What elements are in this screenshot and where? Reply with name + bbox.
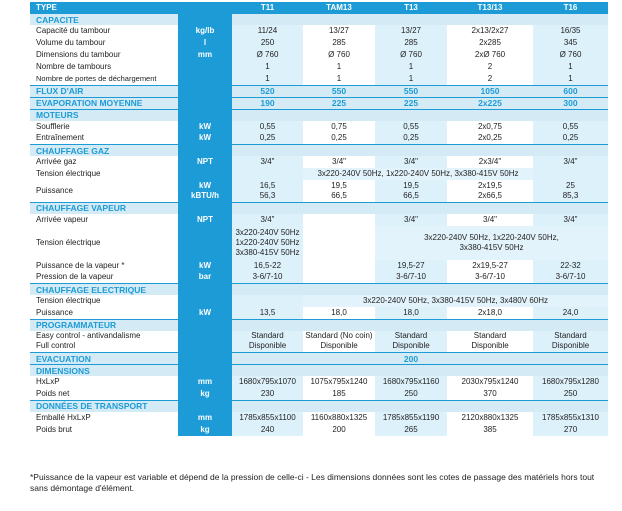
table-row bbox=[30, 424, 608, 436]
table-row bbox=[30, 37, 608, 49]
value-cell bbox=[303, 319, 375, 331]
value-cell: 3-6/7-10 bbox=[533, 272, 608, 284]
value-cell: 0,55 bbox=[533, 121, 608, 133]
header-row bbox=[30, 2, 608, 14]
span-cell: 3x220-240V 50Hz, 1x220-240V 50Hz, 3x380-415V 50Hz bbox=[303, 168, 533, 180]
table-row bbox=[30, 331, 608, 353]
unit-cell bbox=[178, 61, 232, 73]
row-label: PROGRAMMATEUR bbox=[30, 319, 178, 331]
value-cell: 250 bbox=[232, 37, 303, 49]
section-row bbox=[30, 14, 608, 26]
value-cell: 2x13/2x27 bbox=[447, 25, 533, 37]
value-cell: 13/27 bbox=[303, 25, 375, 37]
value-cell: 200 bbox=[375, 353, 447, 365]
value-cell bbox=[232, 284, 303, 296]
value-cell: 1785x855x1190 bbox=[375, 412, 447, 424]
value-line: Disponible bbox=[248, 341, 287, 351]
row-label-line: Full control bbox=[36, 341, 76, 351]
value-cell bbox=[303, 260, 375, 272]
unit-cell bbox=[178, 202, 232, 214]
value-line: Standard bbox=[394, 331, 428, 341]
unit-cell bbox=[178, 168, 232, 180]
row-label: Emballé HxLxP bbox=[36, 412, 91, 422]
value-cell bbox=[447, 180, 533, 202]
table-row bbox=[30, 412, 608, 424]
unit-cell bbox=[178, 145, 232, 157]
value-cell: 18,0 bbox=[303, 307, 375, 319]
row-label: Nombre de portes de déchargement bbox=[36, 73, 157, 83]
unit-cell bbox=[178, 319, 232, 331]
value-cell: 3/4" bbox=[375, 214, 447, 226]
value-cell: Ø 760 bbox=[232, 49, 303, 61]
value-cell: 0,75 bbox=[303, 121, 375, 133]
unit-cell: kg bbox=[178, 388, 232, 400]
value-cell: 520 bbox=[232, 85, 303, 97]
table-row bbox=[30, 214, 608, 226]
value-cell: 250 bbox=[533, 388, 608, 400]
value-cell: Ø 760 bbox=[303, 49, 375, 61]
unit-cell: bar bbox=[178, 272, 232, 284]
value-cell: 3/4" bbox=[303, 156, 375, 168]
value-cell bbox=[303, 145, 375, 157]
unit-cell bbox=[178, 180, 232, 202]
section-row bbox=[30, 400, 608, 412]
row-label bbox=[30, 331, 178, 353]
value-cell: 11/24 bbox=[232, 25, 303, 37]
value-cell bbox=[232, 331, 303, 353]
value-cell: 2x19,5-27 bbox=[447, 260, 533, 272]
value-cell bbox=[232, 295, 303, 307]
table-row bbox=[30, 388, 608, 400]
value-cell: 1680x795x1280 bbox=[533, 376, 608, 388]
value-cell: 250 bbox=[375, 388, 447, 400]
value-cell: 1680x795x1160 bbox=[375, 376, 447, 388]
value-line: Standard bbox=[251, 331, 284, 341]
value-cell: 1680x795x1070 bbox=[232, 376, 303, 388]
unit-cell bbox=[178, 109, 232, 121]
value-cell bbox=[232, 145, 303, 157]
unit-cell: kW bbox=[178, 133, 232, 145]
unit-cell: kg bbox=[178, 424, 232, 436]
value-cell: 2030x795x1240 bbox=[447, 376, 533, 388]
value-line: 85,3 bbox=[562, 190, 579, 200]
row-label: Arrivée vapeur bbox=[36, 214, 89, 224]
value-cell: 19,5-27 bbox=[375, 260, 447, 272]
value-cell: 300 bbox=[533, 97, 608, 109]
unit-cell: kg/lb bbox=[178, 25, 232, 37]
value-cell: 1 bbox=[533, 73, 608, 85]
row-label: Tension électrique bbox=[36, 237, 101, 247]
value-line: 3x220-240V 50Hz, 1x220-240V 50Hz, bbox=[424, 232, 559, 242]
unit-cell bbox=[178, 295, 232, 307]
header-t11: T11 bbox=[232, 2, 303, 14]
value-cell: 270 bbox=[533, 424, 608, 436]
unit-cell bbox=[178, 365, 232, 377]
row-label: EVAPORATION MOYENNE bbox=[30, 97, 178, 109]
value-cell: 550 bbox=[375, 85, 447, 97]
row-label: Puissance bbox=[36, 185, 73, 195]
value-cell bbox=[447, 400, 533, 412]
value-cell: 225 bbox=[375, 97, 447, 109]
value-cell bbox=[303, 180, 375, 202]
value-cell: 1 bbox=[375, 61, 447, 73]
value-cell bbox=[533, 109, 608, 121]
header-t13: T13 bbox=[375, 2, 447, 14]
value-line: 3x380-415V 50Hz bbox=[459, 242, 524, 252]
value-cell bbox=[303, 272, 375, 284]
value-cell bbox=[533, 180, 608, 202]
value-cell: 0,25 bbox=[375, 133, 447, 145]
value-line: 56,3 bbox=[259, 190, 276, 200]
value-cell: 1075x795x1240 bbox=[303, 376, 375, 388]
value-cell bbox=[303, 331, 375, 353]
row-label: Puissance de la vapeur * bbox=[36, 260, 125, 270]
value-line: 16,5 bbox=[259, 180, 276, 190]
section-row bbox=[30, 109, 608, 121]
header-type: TYPE bbox=[30, 2, 178, 14]
section-row bbox=[30, 284, 608, 296]
value-cell bbox=[533, 319, 608, 331]
table-row bbox=[30, 307, 608, 319]
value-line: Standard (No coin) bbox=[305, 331, 373, 341]
value-cell bbox=[447, 284, 533, 296]
table-row bbox=[30, 260, 608, 272]
value-cell bbox=[447, 365, 533, 377]
value-cell bbox=[303, 214, 375, 226]
value-cell bbox=[232, 180, 303, 202]
value-cell bbox=[375, 365, 447, 377]
row-label: Poids net bbox=[36, 388, 70, 398]
value-cell bbox=[232, 400, 303, 412]
unit-cell: l/min. bbox=[178, 97, 232, 109]
value-cell bbox=[375, 284, 447, 296]
unit-cell bbox=[178, 14, 232, 26]
value-cell: 2xØ 760 bbox=[447, 49, 533, 61]
value-cell: 1 bbox=[303, 61, 375, 73]
row-label: CHAUFFAGE ELECTRIQUE bbox=[30, 284, 178, 296]
unit-cell: l bbox=[178, 37, 232, 49]
value-cell: 240 bbox=[232, 424, 303, 436]
value-cell: 1785x855x1310 bbox=[533, 412, 608, 424]
unit-cell bbox=[178, 284, 232, 296]
row-label: DONNÉES DE TRANSPORT bbox=[30, 400, 178, 412]
table-body bbox=[30, 14, 608, 436]
row-label: CAPACITE bbox=[30, 14, 178, 26]
value-cell: 370 bbox=[447, 388, 533, 400]
row-label: EVACUATION bbox=[30, 353, 178, 365]
value-cell: 285 bbox=[375, 37, 447, 49]
row-label-line: Easy control - antivandalisme bbox=[36, 331, 141, 341]
value-cell bbox=[375, 319, 447, 331]
row-label: FLUX D'AIR bbox=[30, 85, 178, 97]
value-cell bbox=[375, 14, 447, 26]
unit-cell bbox=[178, 226, 232, 260]
value-cell bbox=[375, 145, 447, 157]
value-cell bbox=[447, 353, 533, 365]
section-row bbox=[30, 353, 608, 365]
unit-cell: mm bbox=[178, 376, 232, 388]
section-row bbox=[30, 85, 608, 97]
table-row bbox=[30, 133, 608, 145]
value-cell bbox=[303, 14, 375, 26]
value-cell bbox=[447, 331, 533, 353]
unit-cell: mm bbox=[178, 353, 232, 365]
value-cell bbox=[533, 145, 608, 157]
value-cell bbox=[533, 331, 608, 353]
value-cell bbox=[533, 168, 608, 180]
value-cell: 1 bbox=[232, 61, 303, 73]
table-row bbox=[30, 49, 608, 61]
value-cell: 16/35 bbox=[533, 25, 608, 37]
unit-line: kW bbox=[199, 180, 211, 190]
value-cell: 3-6/7-10 bbox=[232, 272, 303, 284]
value-cell: 345 bbox=[533, 37, 608, 49]
value-cell: 16,5-22 bbox=[232, 260, 303, 272]
value-line: 19,5 bbox=[331, 180, 347, 190]
value-cell bbox=[232, 353, 303, 365]
header-unit bbox=[178, 2, 232, 14]
value-line: 19,5 bbox=[403, 180, 419, 190]
value-cell: 3/4" bbox=[533, 156, 608, 168]
value-cell: 2x3/4" bbox=[447, 156, 533, 168]
table-row bbox=[30, 25, 608, 37]
section-row bbox=[30, 319, 608, 331]
value-cell bbox=[447, 319, 533, 331]
value-cell: 3/4" bbox=[375, 156, 447, 168]
value-cell bbox=[232, 202, 303, 214]
row-label: Entraînement bbox=[36, 133, 85, 143]
value-cell: 2x285 bbox=[447, 37, 533, 49]
row-label: Nombre de tambours bbox=[36, 62, 112, 71]
value-cell: 13/27 bbox=[375, 25, 447, 37]
value-cell bbox=[303, 400, 375, 412]
value-cell bbox=[303, 202, 375, 214]
value-cell bbox=[232, 226, 303, 260]
value-cell: 2x18,0 bbox=[447, 307, 533, 319]
value-cell: 3/4" bbox=[447, 214, 533, 226]
unit-line: kBTU/h bbox=[191, 190, 219, 200]
unit-cell bbox=[178, 73, 232, 85]
value-cell bbox=[375, 400, 447, 412]
unit-cell bbox=[178, 400, 232, 412]
value-cell: 385 bbox=[447, 424, 533, 436]
table-row bbox=[30, 73, 608, 85]
value-cell bbox=[533, 400, 608, 412]
value-line: Disponible bbox=[320, 341, 358, 351]
value-cell bbox=[375, 331, 447, 353]
table-row bbox=[30, 272, 608, 284]
value-cell: 18,0 bbox=[375, 307, 447, 319]
value-line: 25 bbox=[566, 180, 575, 190]
value-line: Standard bbox=[473, 331, 507, 341]
spec-table bbox=[30, 2, 608, 436]
row-label: Tension électrique bbox=[36, 169, 101, 178]
value-cell bbox=[232, 168, 303, 180]
row-label: CHAUFFAGE VAPEUR bbox=[30, 202, 178, 214]
value-cell: 1160x880x1325 bbox=[303, 412, 375, 424]
value-line: 3x380-415V 50Hz bbox=[235, 247, 300, 257]
row-label: Puissance bbox=[36, 307, 73, 317]
section-row bbox=[30, 97, 608, 109]
value-cell: 200 bbox=[303, 424, 375, 436]
unit-cell: NPT bbox=[178, 214, 232, 226]
value-cell bbox=[533, 365, 608, 377]
value-cell bbox=[533, 14, 608, 26]
value-cell bbox=[375, 180, 447, 202]
table-row bbox=[30, 61, 608, 73]
value-cell: 1 bbox=[375, 73, 447, 85]
value-line: Standard bbox=[554, 331, 587, 341]
value-cell bbox=[533, 353, 608, 365]
value-cell bbox=[375, 202, 447, 214]
value-cell bbox=[232, 319, 303, 331]
value-cell bbox=[375, 109, 447, 121]
value-line: Disponible bbox=[392, 341, 430, 351]
value-cell bbox=[303, 284, 375, 296]
value-cell: 600 bbox=[533, 85, 608, 97]
row-label: Tension électrique bbox=[36, 296, 101, 305]
value-cell bbox=[303, 353, 375, 365]
value-cell: 22-32 bbox=[533, 260, 608, 272]
unit-cell: kW bbox=[178, 260, 232, 272]
value-cell bbox=[232, 14, 303, 26]
span-cell: 3x220-240V 50Hz, 3x380-415V 50Hz, 3x480V 60Hz bbox=[303, 295, 608, 307]
row-label: Soufflerie bbox=[36, 121, 70, 131]
row-label: Capacité du tambour bbox=[36, 26, 111, 35]
value-cell: 0,55 bbox=[375, 121, 447, 133]
unit-cell: mm bbox=[178, 412, 232, 424]
value-cell bbox=[232, 109, 303, 121]
value-cell: 2 bbox=[447, 61, 533, 73]
value-cell bbox=[232, 365, 303, 377]
unit-cell: m³/h bbox=[178, 85, 232, 97]
value-line: 66,5 bbox=[403, 190, 419, 200]
table-row bbox=[30, 376, 608, 388]
value-cell: 2120x880x1325 bbox=[447, 412, 533, 424]
row-label: CHAUFFAGE GAZ bbox=[30, 145, 178, 157]
row-label: Poids brut bbox=[36, 424, 73, 434]
value-cell bbox=[447, 145, 533, 157]
row-label: Volume du tambour bbox=[36, 38, 106, 47]
value-cell: 24,0 bbox=[533, 307, 608, 319]
value-cell: 3/4" bbox=[232, 156, 303, 168]
footnote: *Puissance de la vapeur est variable et dépend de la pression de celle-ci - Les dimensions données sont les cotes de passage des matériels hors tout sans démontage d'élément. bbox=[30, 472, 595, 493]
unit-cell: NPT bbox=[178, 156, 232, 168]
value-cell: 2 bbox=[447, 73, 533, 85]
value-cell: 285 bbox=[303, 37, 375, 49]
value-cell: 1 bbox=[303, 73, 375, 85]
value-cell: 265 bbox=[375, 424, 447, 436]
span-cell bbox=[375, 226, 608, 260]
value-cell bbox=[447, 14, 533, 26]
value-cell: 2x0,75 bbox=[447, 121, 533, 133]
value-cell: 225 bbox=[303, 97, 375, 109]
section-row bbox=[30, 365, 608, 377]
value-cell bbox=[303, 226, 375, 260]
value-cell bbox=[533, 284, 608, 296]
section-row bbox=[30, 202, 608, 214]
value-line: Disponible bbox=[471, 341, 509, 351]
value-cell: 0,25 bbox=[303, 133, 375, 145]
table-row bbox=[30, 226, 608, 260]
value-line: 2x19,5 bbox=[477, 180, 503, 190]
value-cell: 0,25 bbox=[533, 133, 608, 145]
value-cell: 2x225 bbox=[447, 97, 533, 109]
table-row bbox=[30, 180, 608, 202]
value-cell: 0,25 bbox=[232, 133, 303, 145]
unit-cell bbox=[178, 331, 232, 353]
value-cell bbox=[303, 109, 375, 121]
row-label: Pression de la vapeur bbox=[36, 272, 114, 282]
value-cell: 2x0,25 bbox=[447, 133, 533, 145]
value-cell: 1050 bbox=[447, 85, 533, 97]
value-cell: 1785x855x1100 bbox=[232, 412, 303, 424]
unit-cell: kW bbox=[178, 121, 232, 133]
value-line: 1x220-240V 50Hz bbox=[235, 237, 300, 247]
value-cell: 0,55 bbox=[232, 121, 303, 133]
value-cell bbox=[447, 202, 533, 214]
header-t13-13: T13/13 bbox=[447, 2, 533, 14]
value-cell bbox=[303, 365, 375, 377]
row-label: MOTEURS bbox=[30, 109, 178, 121]
row-label: HxLxP bbox=[36, 377, 60, 386]
value-cell: 3/4" bbox=[232, 214, 303, 226]
value-cell: 185 bbox=[303, 388, 375, 400]
value-line: Disponible bbox=[551, 341, 590, 351]
section-row bbox=[30, 145, 608, 157]
value-cell: Ø 760 bbox=[533, 49, 608, 61]
value-line: 66,5 bbox=[331, 190, 347, 200]
value-cell: 3-6/7-10 bbox=[447, 272, 533, 284]
row-label: Arrivée gaz bbox=[36, 157, 77, 166]
value-cell: 13,5 bbox=[232, 307, 303, 319]
value-cell: 1 bbox=[533, 61, 608, 73]
table-row bbox=[30, 156, 608, 168]
row-label: Dimensions du tambour bbox=[36, 50, 121, 59]
row-label: DIMENSIONS bbox=[30, 365, 178, 377]
value-cell bbox=[533, 202, 608, 214]
value-cell: 550 bbox=[303, 85, 375, 97]
unit-cell: mm bbox=[178, 49, 232, 61]
unit-cell: kW bbox=[178, 307, 232, 319]
value-cell: 190 bbox=[232, 97, 303, 109]
value-cell: Ø 760 bbox=[375, 49, 447, 61]
value-cell: 230 bbox=[232, 388, 303, 400]
table-row bbox=[30, 168, 608, 180]
table-row bbox=[30, 121, 608, 133]
value-line: 2x66,5 bbox=[477, 190, 503, 200]
value-cell bbox=[447, 109, 533, 121]
value-line: 3x220-240V 50Hz bbox=[235, 227, 300, 237]
header-tam13: TAM13 bbox=[303, 2, 375, 14]
value-cell: 3-6/7-10 bbox=[375, 272, 447, 284]
header-t16: T16 bbox=[533, 2, 608, 14]
value-cell: 1 bbox=[232, 73, 303, 85]
table-row bbox=[30, 295, 608, 307]
value-cell: 3/4" bbox=[533, 214, 608, 226]
